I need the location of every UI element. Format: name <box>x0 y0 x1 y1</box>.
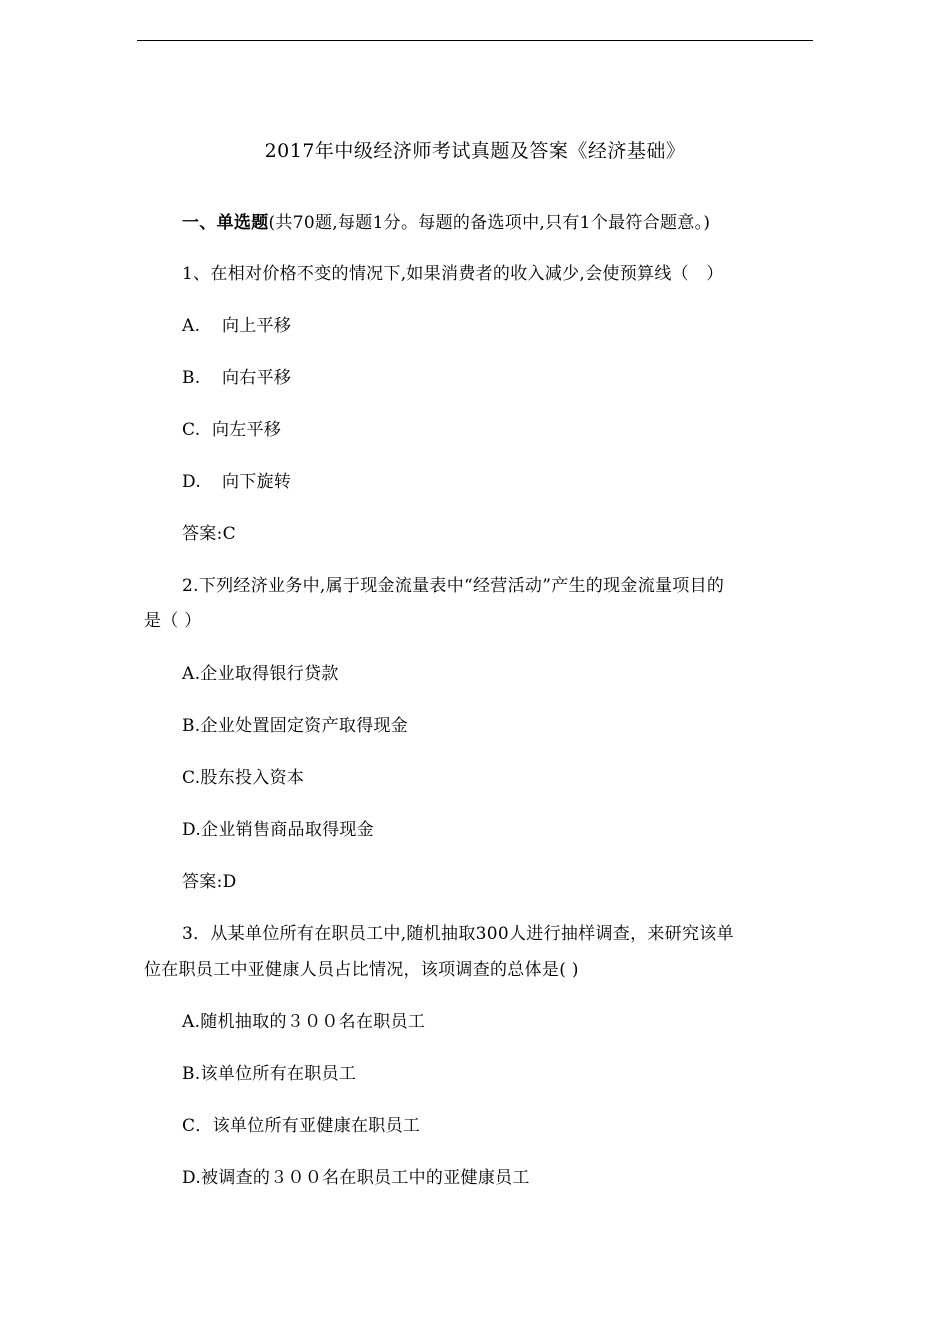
header-rule <box>137 40 813 41</box>
question-1-option-b: B. 向右平移 <box>182 368 292 388</box>
document-title: 2017年中级经济师考试真题及答案《经济基础》 <box>264 140 686 162</box>
question-1-option-d: D. 向下旋转 <box>182 472 292 492</box>
question-2-option-a: A.企业取得银行贷款 <box>182 664 339 684</box>
question-2-option-b: B.企业处置固定资产取得现金 <box>182 716 409 736</box>
question-3-option-c: C．该单位所有亚健康在职员工 <box>182 1116 421 1136</box>
section-heading <box>182 208 710 233</box>
question-3-stem-line2: 位在职员工中亚健康人员占比情况，该项调查的总体是( ) <box>144 960 579 980</box>
question-2-option-d: D.企业销售商品取得现金 <box>182 820 375 840</box>
question-1-option-a: A. 向上平移 <box>182 316 292 336</box>
question-3-option-a: A.随机抽取的３００名在职员工 <box>182 1012 426 1032</box>
question-3-option-b: B.该单位所有在职员工 <box>182 1064 357 1084</box>
section-label: 一、单选题 <box>182 213 269 233</box>
question-1-stem: 1、在相对价格不变的情况下,如果消费者的收入减少,会使预算线（ ） <box>182 264 724 284</box>
question-2-option-c: C.股东投入资本 <box>182 768 305 788</box>
question-2-stem-line2: 是（ ） <box>144 611 202 631</box>
question-1-answer: 答案:C <box>182 524 236 544</box>
question-3-stem-line1: 3．从某单位所有在职员工中,随机抽取300人进行抽样调查，来研究该单 <box>182 924 734 944</box>
question-2-answer: 答案:D <box>182 872 237 892</box>
question-3-option-d: D.被调查的３００名在职员工中的亚健康员工 <box>182 1168 530 1188</box>
question-1-option-c: C. 向左平移 <box>182 420 282 440</box>
question-2-stem-line1: 2.下列经济业务中,属于现金流量表中“经营活动”产生的现金流量项目的 <box>182 576 725 596</box>
section-note: (共70题,每题1分。每题的备选项中,只有1个最符合题意。) <box>268 213 711 233</box>
